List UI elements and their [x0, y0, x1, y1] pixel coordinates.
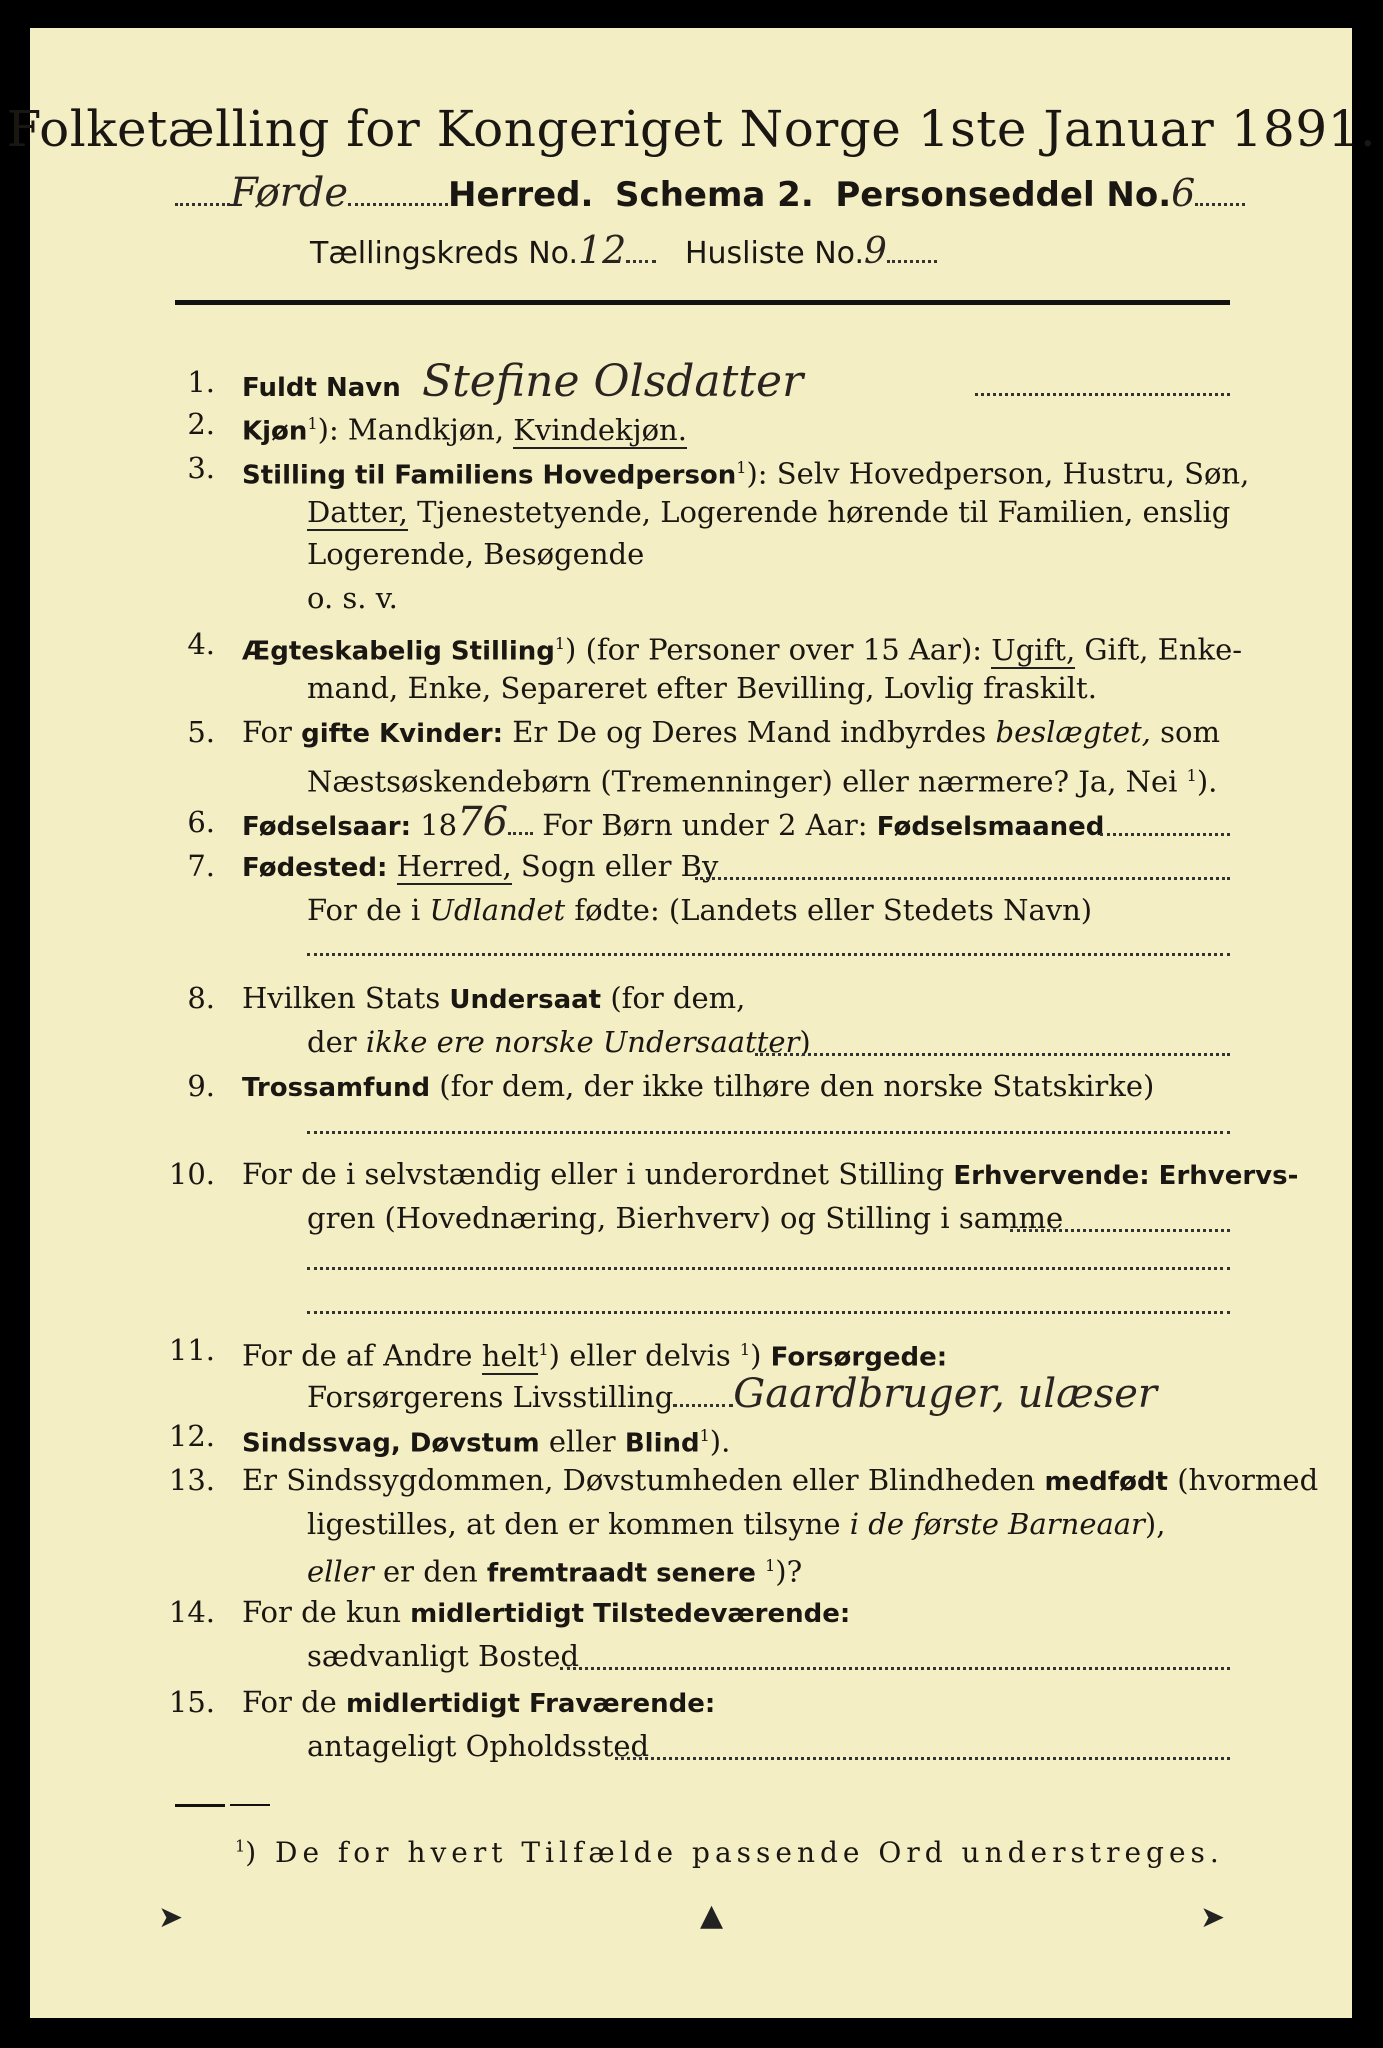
field-label: fremtraadt senere — [486, 1558, 756, 1589]
dotted-line — [1010, 1228, 1230, 1232]
option-text: Tjenestetyende, Logerende hørende til Familien, enslig — [407, 495, 1231, 529]
footnote-ref: 1 — [235, 1836, 246, 1856]
field-label: Blind — [624, 1428, 700, 1459]
kreds-line — [310, 228, 937, 272]
herred-line — [175, 170, 1245, 216]
kreds-value: 12 — [578, 228, 627, 272]
footnote-ref: 1 — [736, 458, 747, 477]
item-15-line-2: antageligt Opholdssted — [307, 1729, 650, 1763]
full-name-value: Stefine Olsdatter — [421, 356, 804, 407]
header-rule — [175, 300, 1230, 305]
footnote-rule — [175, 1804, 225, 1807]
selected-option: Datter, — [307, 495, 408, 529]
item-3-line-3: Logerende, Besøgende — [307, 537, 645, 571]
item-number: 9. — [187, 1069, 215, 1103]
personseddel-label: Personseddel No. — [835, 175, 1172, 215]
text: ) — [799, 1025, 811, 1059]
text: Hvilken Stats — [242, 981, 450, 1015]
ornament-right-icon: ➤ — [1200, 1900, 1226, 1935]
ornament-center-icon: ▲ — [700, 1898, 724, 1933]
italic-text: eller — [307, 1554, 374, 1589]
item-number: 7. — [187, 849, 215, 883]
text: (for dem, — [601, 981, 746, 1015]
dotted-line — [307, 952, 1230, 956]
dotted-line — [307, 1130, 1230, 1134]
option-text: Gift, Enke- — [1075, 632, 1243, 667]
field-label: Kjøn — [242, 416, 308, 447]
footnote-ref: 1 — [765, 1556, 776, 1575]
selected-option: Kvindekjøn. — [513, 412, 687, 447]
text: eller — [539, 1424, 625, 1459]
footnote-ref: 1 — [699, 1426, 710, 1445]
item-number: 5. — [187, 715, 215, 749]
field-label: Fødselsaar: — [242, 812, 411, 842]
text: For de — [242, 1685, 347, 1719]
selected-option: Ugift, — [991, 632, 1076, 667]
dotted-line — [615, 1756, 1230, 1760]
field-label: Undersaat — [449, 985, 602, 1015]
italic-text: Udlandet — [429, 893, 566, 927]
item-4-line-2: mand, Enke, Separeret efter Bevilling, Lovlig fraskilt. — [307, 671, 1097, 705]
dotted-line — [1100, 832, 1230, 836]
selected-option: helt — [481, 1338, 539, 1373]
field-label: Sindssvag, Døvstum — [242, 1428, 540, 1459]
herred-value: Førde — [230, 170, 349, 216]
option-text: ) (for Personer over 15 Aar): — [565, 632, 992, 667]
item-14-line-2: sædvanligt Bosted — [307, 1639, 580, 1673]
text: For Børn under 2 Aar: — [533, 808, 877, 842]
item-number: 8. — [187, 981, 215, 1015]
field-label: Erhvervs- — [1149, 1161, 1299, 1191]
field-label: midlertidigt Tilstedeværende: — [410, 1599, 851, 1629]
italic-text: beslægtet, — [995, 715, 1151, 749]
item-11-line-2 — [307, 1372, 1157, 1419]
text: Næstsøskendebørn (Tremenninger) eller nærmere? Ja, Nei — [307, 764, 1187, 799]
dotted-line — [307, 1266, 1230, 1270]
italic-text: i de første Barneaar — [849, 1507, 1145, 1541]
field-label: Ægteskabelig Stilling — [242, 636, 555, 667]
option-text: ): Selv Hovedperson, Hustru, Søn, — [746, 456, 1250, 491]
item-10-line-2: gren (Hovednæring, Bierhverv) og Stilling i samme — [307, 1201, 1064, 1235]
footnote-ref: 1 — [307, 414, 318, 433]
item-number: 3. — [187, 451, 215, 485]
schema-label: Schema 2. — [615, 175, 814, 215]
option-text: ): Mandkjøn, — [317, 412, 514, 447]
field-label: gifte Kvinder: — [301, 719, 504, 749]
item-8-line-2 — [307, 1020, 811, 1064]
item-number: 15. — [168, 1685, 215, 1719]
footnote-ref: 1 — [1186, 766, 1197, 785]
dotted-line — [307, 1310, 1230, 1314]
kreds-label: Tællingskreds No. — [310, 236, 578, 271]
item-number: 14. — [168, 1595, 215, 1629]
text: ligestilles, at den er kommen tilsyne — [307, 1507, 850, 1541]
item-number: 13. — [168, 1463, 215, 1497]
footnote — [235, 1836, 1224, 1869]
italic-text: ikke ere norske Undersaatter — [365, 1025, 800, 1059]
text: For — [242, 715, 302, 749]
text: fødte: (Landets eller Stedets Navn) — [565, 893, 1093, 927]
field-label: midlertidigt Fraværende: — [346, 1689, 716, 1719]
item-number: 2. — [187, 407, 215, 441]
footnote-ref: 1 — [554, 634, 566, 653]
text: 18 — [411, 808, 458, 842]
field-label: Fødested: — [242, 853, 388, 883]
text: Er De og Deres Mand indbyrdes — [503, 715, 996, 749]
dotted-line — [755, 1052, 1230, 1056]
provider-occupation-value: Gaardbruger, ulæser — [733, 1371, 1158, 1417]
dotted-line — [695, 876, 1230, 880]
field-label: Erhvervende: — [953, 1161, 1150, 1191]
item-number: 6. — [187, 805, 215, 839]
text: Sogn eller By — [511, 849, 719, 883]
text: For de i — [307, 893, 430, 927]
item-number: 10. — [168, 1157, 215, 1191]
item-number: 12. — [168, 1419, 215, 1453]
ornament-left-icon: ➤ — [158, 1900, 184, 1935]
text: (hvormed — [1168, 1463, 1319, 1497]
item-3-line-4: o. s. v. — [307, 581, 398, 615]
text: )? — [775, 1554, 803, 1589]
field-label: Trossamfund — [242, 1073, 431, 1103]
text: (for dem, der ikke tilhøre den norske Statskirke) — [430, 1069, 1155, 1103]
birth-year-value: 76 — [457, 799, 509, 845]
form-title: Folketælling for Kongeriget Norge 1ste Januar 1891. — [6, 100, 1377, 158]
field-label: Forsørgede: — [770, 1342, 948, 1373]
personseddel-value: 6 — [1171, 171, 1196, 215]
text: Forsørgerens Livsstilling — [307, 1380, 674, 1414]
item-number: 11. — [168, 1333, 215, 1367]
text: ), — [1144, 1507, 1166, 1541]
footnote-ref: 1 — [739, 1340, 751, 1359]
item-13-line-3 — [307, 1544, 802, 1596]
text: der — [307, 1025, 366, 1059]
footnote-rule-2 — [230, 1804, 270, 1806]
husliste-value: 9 — [864, 231, 887, 272]
item-number: 4. — [187, 627, 215, 661]
item-5-line-2: Næstsøskendebørn (Tremenninger) eller nærmere? Ja, Nei $^1$). — [307, 764, 1218, 799]
field-label: Stilling til Familiens Hovedperson — [242, 460, 737, 491]
text: For de i selvstændig eller i underordnet Stilling — [242, 1157, 954, 1191]
field-label: Fuldt Navn — [242, 373, 401, 403]
text: For de kun — [242, 1595, 411, 1629]
text: som — [1150, 715, 1220, 749]
item-number: 1. — [187, 365, 215, 399]
husliste-label: Husliste No. — [684, 236, 865, 271]
footnote-text: ) De for hvert Tilfælde passende Ord understreges. — [245, 1836, 1224, 1869]
selected-option: Herred, — [396, 849, 512, 883]
text: Er Sindssygdommen, Døvstumheden eller Blindheden — [242, 1463, 1045, 1497]
text: For de af Andre — [242, 1338, 482, 1373]
field-label: Fødselsmaaned — [876, 812, 1105, 842]
item-3-line-2 — [307, 490, 1230, 534]
item-7-line-2 — [307, 888, 1092, 932]
field-label: medfødt — [1044, 1467, 1168, 1497]
text: er den — [373, 1554, 487, 1589]
dotted-line — [560, 1666, 1230, 1670]
dotted-line — [975, 392, 1230, 396]
footnote-ref: 1 — [538, 1340, 549, 1359]
herred-label: Herred. — [448, 175, 594, 215]
text: ) eller delvis — [548, 1338, 740, 1373]
item-13-line-2 — [307, 1502, 1165, 1546]
